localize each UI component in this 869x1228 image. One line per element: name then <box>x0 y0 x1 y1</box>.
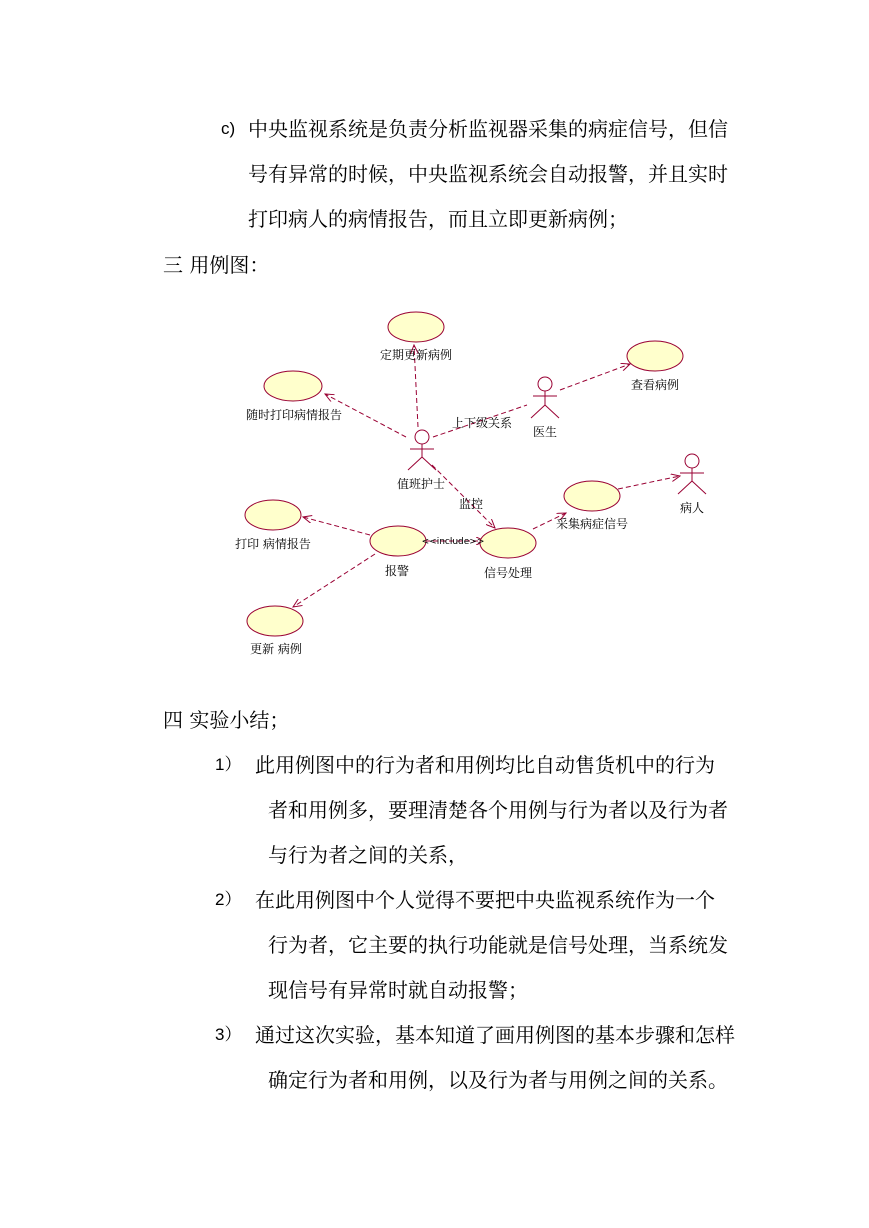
label-relation-include: <<include>> <box>421 537 485 547</box>
edge-alarm-update-case <box>293 554 375 607</box>
label-relation-monitor: 监控 <box>458 497 484 511</box>
section-heading-usecase: 三 用例图： <box>163 253 270 277</box>
usecase-print-report <box>245 500 301 530</box>
text-line: 行为者，它主要的执行功能就是信号处理，当系统发 <box>268 933 728 957</box>
actor-patient-icon <box>678 454 706 494</box>
text-line: 号有异常的时候，中央监视系统会自动报警，并且实时 <box>248 162 728 186</box>
label-collect-signal: 采集病症信号 <box>555 517 629 531</box>
list-marker-c: c) <box>221 119 236 138</box>
label-print-report: 打印 病情报告 <box>235 537 311 551</box>
usecase-view-case <box>627 341 683 371</box>
usecase-update-case <box>247 606 303 636</box>
edge-doctor-view-case <box>560 364 630 390</box>
actor-nurse-icon <box>408 430 436 470</box>
list-marker-3: 3） <box>215 1025 242 1044</box>
list-marker-1: 1） <box>215 755 242 774</box>
text-line: 此用例图中的行为者和用例均比自动售货机中的行为 <box>255 753 715 777</box>
label-update-periodic: 定期更新病例 <box>379 348 453 362</box>
usecase-update-periodic <box>388 312 444 342</box>
label-alarm: 报警 <box>384 564 410 578</box>
edge-alarm-print-report <box>303 517 370 535</box>
text-line: 在此用例图中个人觉得不要把中央监视系统作为一个 <box>255 888 715 912</box>
label-relation-superior: 上下级关系 <box>451 416 513 430</box>
label-print-anytime: 随时打印病情报告 <box>245 408 343 422</box>
text-line: 中央监视系统是负责分析监视器采集的病症信号，但信 <box>248 117 728 141</box>
label-signal-processing: 信号处理 <box>483 566 533 580</box>
label-actor-nurse: 值班护士 <box>396 477 446 491</box>
text-line: 确定行为者和用例，以及行为者与用例之间的关系。 <box>268 1068 728 1092</box>
label-update-case: 更新 病例 <box>250 642 302 656</box>
label-actor-patient: 病人 <box>679 501 705 515</box>
usecase-signal-processing <box>480 528 536 558</box>
label-actor-doctor: 医生 <box>532 425 558 439</box>
section-heading-summary: 四 实验小结； <box>163 708 290 732</box>
text-line: 者和用例多，要理清楚各个用例与行为者以及行为者 <box>268 798 728 822</box>
edge-collect-patient <box>618 476 680 489</box>
text-line: 打印病人的病情报告，而且立即更新病例； <box>248 207 628 231</box>
usecase-print-anytime <box>264 371 322 401</box>
text-line: 现信号有异常时就自动报警； <box>268 978 528 1002</box>
usecase-collect-signal <box>564 481 620 511</box>
actor-doctor-icon <box>531 377 559 418</box>
text-line: 通过这次实验，基本知道了画用例图的基本步骤和怎样 <box>255 1023 735 1047</box>
text-line: 与行为者之间的关系， <box>268 843 468 867</box>
label-view-case: 查看病例 <box>630 378 680 392</box>
list-marker-2: 2） <box>215 890 242 909</box>
usecase-alarm <box>370 526 426 556</box>
